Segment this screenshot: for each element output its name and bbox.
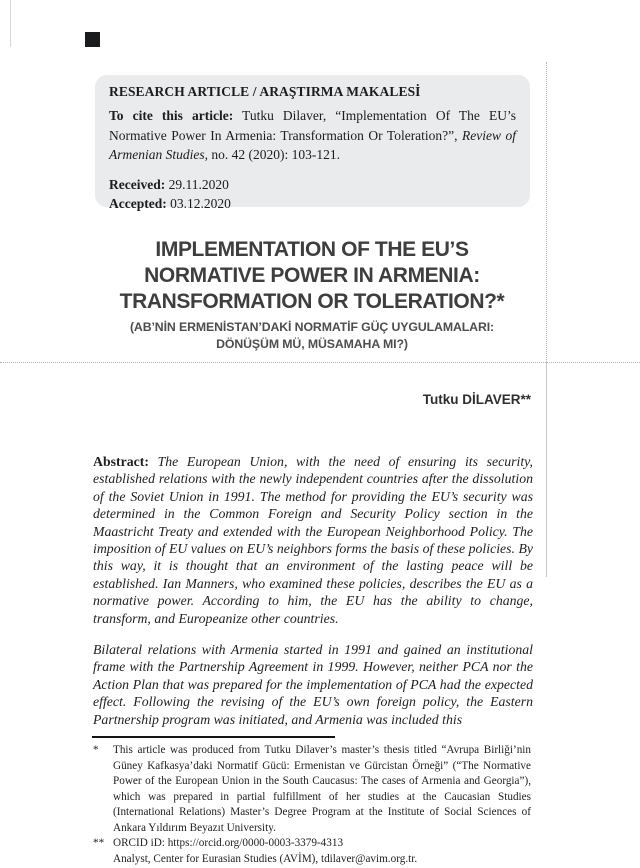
article-body (93, 453, 533, 728)
received-date: 29.11.2020 (168, 176, 229, 192)
article-info-box (95, 75, 530, 211)
body-paragraph: Bilateral relations with Armenia started in 1991 and gained an institutional frame with the Partnership Agreement in 1999. However, neither PCA nor the Action Plan that was prepared for the implementation of PCA had the expected effect. Following the revising of the EU’s own foreign policy, the Eastern Partnership program was initiated, and Armenia was included this (93, 642, 533, 727)
footnote-2-marker: ** (93, 837, 105, 849)
footnotes-block (93, 743, 531, 867)
cite-tail: , no. 42 (2020): 103-121. (204, 147, 340, 162)
received-label: Received: (109, 176, 166, 192)
title-line-2: NORMATIVE POWER IN ARMENIA: (144, 264, 480, 287)
horizontal-frame-boundary (0, 362, 640, 363)
subtitle-line-2: DÖNÜŞÜM MÜ, MÜSAMAHA MI?) (216, 337, 408, 351)
footnote-1-text: This article was produced from Tutku Dilaver’s master’s thesis titled “Avrupa Birliği’nin Güney Kafkasya’daki Normatif Gücü: Ermenistan ve Gürcistan Örneği” (“The Normative Power of the European Union in the South Caucasus: The cases of Armenia and Georgia”), which was prepared in partial fulfillment of her studies at the Caucasian Studies (International Relations) Master’s Degree Program at the Institute of Social Sciences of Ankara Yıldırım Beyazıt University. (113, 744, 531, 834)
footnote-1 (93, 743, 531, 836)
right-text-boundary-dotted (546, 62, 547, 362)
received-line (109, 175, 516, 195)
dates-block (109, 175, 516, 214)
accepted-date: 03.12.2020 (170, 196, 231, 211)
turkish-subtitle (47, 319, 577, 353)
article-type-heading: RESEARCH ARTICLE / ARAŞTIRMA MAKALESİ (109, 84, 421, 99)
orcid-line: ORCID iD: https://orcid.org/0000-0003-3379-4313 (113, 837, 344, 849)
abstract-text: The European Union, with the need of ensuring its security, established relations with the newly independent countries after the dissolution of the Soviet Union in 1991. The method for providing the EU’s security was determined in the Common Foreign and Security Policy section in the Maastricht Treaty and extended with the European Neighborhood Policy. The imposition of EU values on EU’s neighbors forms the basis of these policies. By this way, it is thought that an environment of the lasting peace will be established. Ian Manners, who examined these policies, describes the EU as a normative power. According to him, the EU has the ability to change, transform, and Europeanize other countries. (93, 454, 533, 626)
affiliation-line: Analyst, Center for Eurasian Studies (AVİM), tdilaver@avim.org.tr. (113, 852, 418, 865)
cite-body: Tutku Dilaver, “Implementation Of The EU’s Normative Power In Armenia: Transformation Or Toleration?”, (109, 108, 516, 143)
footnote-2 (93, 836, 531, 867)
subtitle-line-1: (AB’NİN ERMENİSTAN’DAKİ NORMATİF GÜÇ UYGULAMALARI: (129, 320, 495, 334)
abstract-paragraph (93, 453, 533, 627)
right-text-boundary-solid (546, 362, 547, 577)
title-line-1: IMPLEMENTATION OF THE EU’S (155, 238, 469, 261)
footnote-2-text (113, 836, 531, 867)
page-title (47, 237, 577, 315)
journal-name: Review of Armenian Studies (109, 127, 516, 162)
citation-text (109, 106, 516, 165)
abstract-label: Abstract: (93, 454, 149, 469)
footnote-1-marker: * (93, 744, 99, 756)
author-name: Tutku DİLAVER** (422, 392, 531, 407)
left-edge-line (10, 0, 11, 47)
footnote-separator-rule (92, 736, 335, 738)
title-line-3: TRANSFORMATION OR TOLERATION?* (119, 290, 505, 313)
page-corner-mark (85, 32, 100, 47)
accepted-label: Accepted: (109, 196, 167, 211)
accepted-line (109, 194, 516, 214)
cite-label: To cite this article: (109, 108, 234, 123)
